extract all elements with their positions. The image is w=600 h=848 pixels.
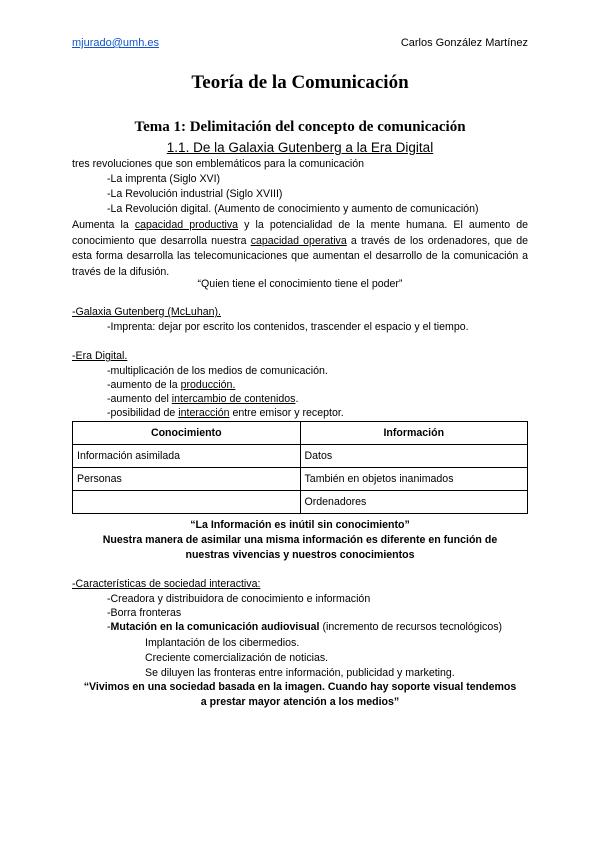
gutenberg-heading: -Galaxia Gutenberg (McLuhan). — [72, 306, 221, 318]
sociedad-item: -Creadora y distribuidora de conocimiento e información — [107, 593, 371, 605]
final-quote-line: “Vivimos en una sociedad basada en la imagen. Cuando hay soporte visual tendemos — [83, 681, 517, 693]
table-cell: Personas — [73, 468, 301, 491]
table-cell: Datos — [300, 445, 528, 468]
comparison-table — [72, 421, 528, 514]
table-row — [73, 491, 528, 514]
email-link[interactable]: mjurado@umh.es — [72, 37, 159, 49]
body-paragraph: Aumenta la capacidad productiva y la potencialidad de la mente humana. El aumento de conocimiento que desarrolla nuestra capacidad operativa a través de los ordenadores, que de esta forma desarrolla las telecomunicaciones que aumentan el desarrollo de la comunicación a través de la difusión. — [72, 219, 528, 278]
revolution-item: -La Revolución industrial (Siglo XVIII) — [107, 188, 283, 200]
table-cell: Ordenadores — [300, 491, 528, 514]
bold-quote-line: “La Información es inútil sin conocimiento” — [190, 519, 410, 531]
era-item: -aumento del intercambio de contenidos. — [107, 393, 299, 405]
table-header: Conocimiento — [73, 422, 301, 445]
table-cell: Información asimilada — [73, 445, 301, 468]
sociedad-subitem: Implantación de los cibermedios. — [145, 637, 300, 649]
revolution-item: -La imprenta (Siglo XVI) — [107, 173, 221, 185]
gutenberg-item: -Imprenta: dejar por escrito los contenidos, trascender el espacio y el tiempo. — [107, 321, 469, 333]
era-item: -posibilidad de interacción entre emisor y receptor. — [107, 407, 344, 419]
tema-heading: Tema 1: Delimitación del concepto de comunicación — [134, 119, 466, 135]
sociedad-item: -Mutación en la comunicación audiovisual (incremento de recursos tecnológicos) — [107, 621, 503, 633]
section-subtitle: 1.1. De la Galaxia Gutenberg a la Era Digital — [166, 140, 434, 155]
final-quote-line: a prestar mayor atención a los medios” — [200, 696, 400, 708]
table-cell: También en objetos inanimados — [300, 468, 528, 491]
revolution-item: -La Revolución digital. (Aumento de conocimiento y aumento de comunicación) — [107, 203, 479, 215]
table-header-row — [73, 422, 528, 445]
era-item: -multiplicación de los medios de comunicación. — [107, 365, 328, 377]
page-title: Teoría de la Comunicación — [191, 72, 409, 93]
intro-text: tres revoluciones que son emblemáticos para la comunicación — [72, 158, 365, 170]
era-item: -aumento de la producción. — [107, 379, 236, 391]
author-name: Carlos González Martínez — [400, 37, 528, 49]
sociedad-item: -Borra fronteras — [107, 607, 182, 619]
table-cell — [73, 491, 301, 514]
table-header: Información — [300, 422, 528, 445]
table-row — [73, 445, 528, 468]
sociedad-heading: -Características de sociedad interactiva: — [72, 578, 261, 590]
sociedad-subitem: Creciente comercialización de noticias. — [145, 652, 329, 664]
sociedad-subitem: Se diluyen las fronteras entre información, publicidad y marketing. — [145, 667, 455, 679]
table-row — [73, 468, 528, 491]
era-heading: -Era Digital. — [72, 350, 128, 362]
bold-quote-line: Nuestra manera de asimilar una misma información es diferente en función de — [102, 534, 498, 546]
quote-poder: “Quien tiene el conocimiento tiene el poder” — [197, 278, 403, 290]
bold-quote-line: nuestras vivencias y nuestros conocimientos — [185, 549, 415, 561]
